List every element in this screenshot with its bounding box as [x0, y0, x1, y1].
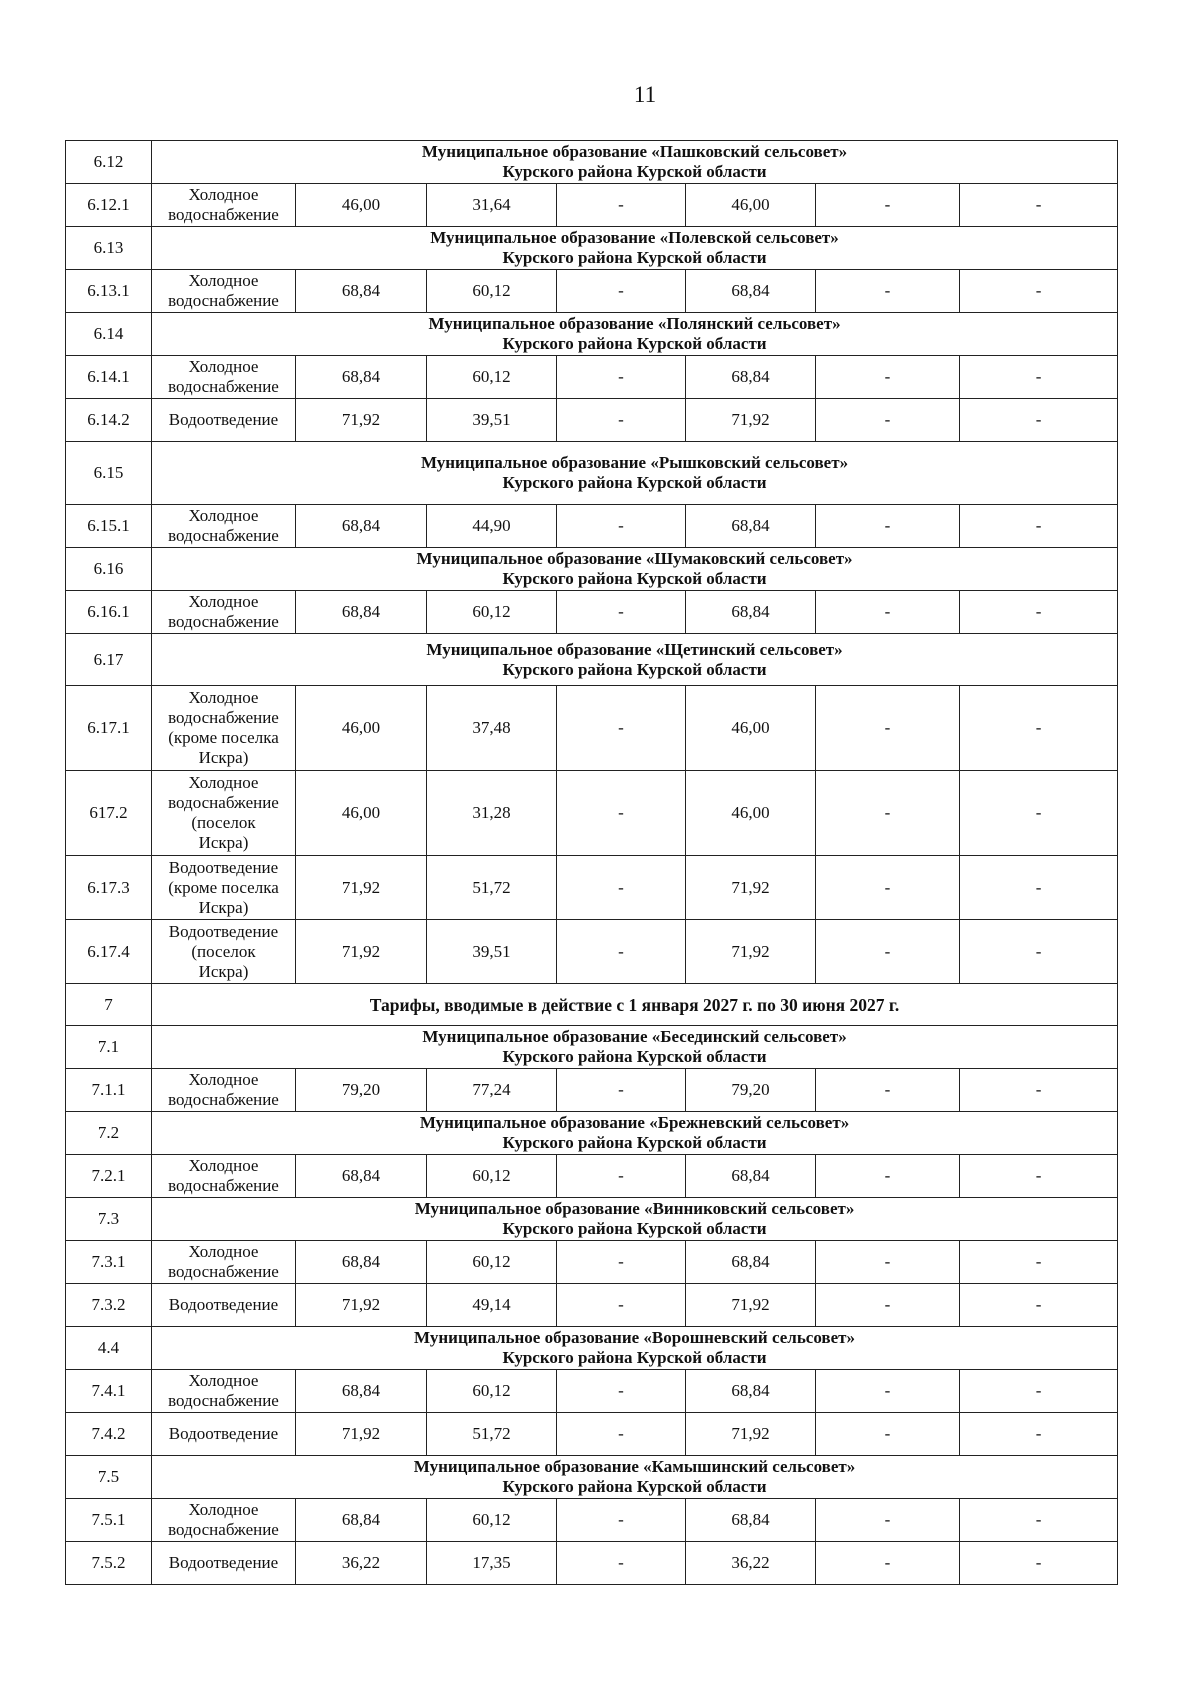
service-name-line: Холодное	[188, 1156, 259, 1175]
tariff-value: 39,51	[427, 399, 557, 442]
tariff-value: 60,12	[427, 1241, 557, 1284]
section-title-line: Курского района Курской области	[502, 162, 767, 181]
tariff-value: 46,00	[296, 184, 427, 227]
row-code: 7.3.2	[66, 1284, 152, 1327]
table-row	[66, 771, 1118, 856]
tariff-value: 68,84	[296, 270, 427, 313]
tariff-value: -	[960, 1370, 1118, 1413]
section-title	[152, 313, 1118, 356]
table-row	[66, 1069, 1118, 1112]
tariff-value: 68,84	[296, 591, 427, 634]
tariff-value: -	[816, 591, 960, 634]
section-title-line: Муниципальное образование «Ворошневский сельсовет»	[414, 1328, 856, 1347]
tariff-value: 31,28	[427, 771, 557, 856]
tariff-value: 17,35	[427, 1542, 557, 1585]
tariff-value: -	[816, 856, 960, 920]
service-name	[152, 1499, 296, 1542]
tariff-value: 68,84	[296, 1499, 427, 1542]
service-name	[152, 184, 296, 227]
tariff-value: 31,64	[427, 184, 557, 227]
row-code: 7.3.1	[66, 1241, 152, 1284]
service-name	[152, 356, 296, 399]
service-name-line: Холодное	[188, 592, 259, 611]
tariff-value: -	[557, 1284, 686, 1327]
tariff-value: -	[816, 920, 960, 984]
service-name-line: Холодное	[188, 1070, 259, 1089]
tariff-value: -	[960, 270, 1118, 313]
tariff-value: -	[816, 771, 960, 856]
service-name-line: водоснабжение	[168, 793, 279, 812]
tariff-value: -	[557, 1542, 686, 1585]
service-name	[152, 856, 296, 920]
service-name-line: (кроме поселка	[168, 728, 279, 747]
tariff-value: -	[960, 920, 1118, 984]
tariff-value: -	[557, 184, 686, 227]
tariff-value: 39,51	[427, 920, 557, 984]
service-name-line: водоснабжение	[168, 612, 279, 631]
tariff-value: -	[557, 356, 686, 399]
service-name-line: Холодное	[188, 185, 259, 204]
tariff-value: -	[557, 920, 686, 984]
row-code: 6.17.1	[66, 686, 152, 771]
section-title-line: Курского района Курской области	[502, 1348, 767, 1367]
tariff-value: 46,00	[686, 184, 816, 227]
service-name-line: водоснабжение	[168, 526, 279, 545]
tariff-value: 71,92	[686, 856, 816, 920]
row-code: 7.2	[66, 1112, 152, 1155]
service-name	[152, 1284, 296, 1327]
tariff-value: -	[557, 771, 686, 856]
tariff-value: 71,92	[296, 856, 427, 920]
tariff-value: -	[557, 856, 686, 920]
service-name	[152, 920, 296, 984]
row-code: 7.1	[66, 1026, 152, 1069]
tariff-value: 71,92	[296, 920, 427, 984]
service-name-line: Холодное	[188, 506, 259, 525]
service-name-line: Холодное	[188, 1242, 259, 1261]
service-name-line: Водоотведение	[168, 1424, 279, 1443]
section-title-line: Муниципальное образование «Рышковский сельсовет»	[420, 453, 849, 472]
section-row	[66, 634, 1118, 686]
tariff-value: 51,72	[427, 1413, 557, 1456]
row-code: 7	[66, 984, 152, 1026]
tariff-value: -	[816, 1370, 960, 1413]
section-title-line: Курского района Курской области	[502, 1477, 767, 1496]
tariff-value: -	[960, 356, 1118, 399]
tariff-value: -	[960, 1069, 1118, 1112]
service-name	[152, 505, 296, 548]
service-name-line: Водоотведение	[168, 1553, 279, 1572]
tariff-value: 68,84	[296, 1241, 427, 1284]
tariff-value: 71,92	[296, 1413, 427, 1456]
section-title	[152, 548, 1118, 591]
section-title	[152, 227, 1118, 270]
section-title-line: Муниципальное образование «Полянский сельсовет»	[428, 314, 841, 333]
row-code: 6.12	[66, 141, 152, 184]
table-row	[66, 399, 1118, 442]
tariff-value: -	[960, 1413, 1118, 1456]
tariff-value: -	[557, 686, 686, 771]
row-code: 6.15	[66, 442, 152, 505]
section-title-line: Муниципальное образование «Щетинский сельсовет»	[426, 639, 843, 659]
tariff-value: 60,12	[427, 356, 557, 399]
tariff-value: 49,14	[427, 1284, 557, 1327]
service-name	[152, 1413, 296, 1456]
row-code: 7.5	[66, 1456, 152, 1499]
table-row	[66, 920, 1118, 984]
service-name-line: (поселок	[191, 941, 256, 961]
service-name	[152, 1370, 296, 1413]
tariff-value: -	[557, 1241, 686, 1284]
section-title-line: Курского района Курской области	[502, 1047, 767, 1066]
tariff-value: 60,12	[427, 1155, 557, 1198]
tariff-value: -	[557, 270, 686, 313]
section-row	[66, 141, 1118, 184]
row-code: 6.17.4	[66, 920, 152, 984]
table-row	[66, 1542, 1118, 1585]
section-title	[152, 1026, 1118, 1069]
row-code: 6.13.1	[66, 270, 152, 313]
row-code: 7.3	[66, 1198, 152, 1241]
service-name-line: Искра)	[198, 833, 249, 852]
tariff-value: 36,22	[296, 1542, 427, 1585]
service-name	[152, 1155, 296, 1198]
section-title-line: Курского района Курской области	[502, 1219, 767, 1238]
tariff-value: 68,84	[296, 1155, 427, 1198]
row-code: 6.14.2	[66, 399, 152, 442]
tariff-value: 71,92	[686, 1413, 816, 1456]
service-name	[152, 771, 296, 856]
section-title-line: Муниципальное образование «Полевской сельсовет»	[430, 228, 839, 247]
tariff-value: 44,90	[427, 505, 557, 548]
tariff-value: 60,12	[427, 1499, 557, 1542]
table-row	[66, 1241, 1118, 1284]
row-code: 6.16	[66, 548, 152, 591]
row-code: 7.5.1	[66, 1499, 152, 1542]
tariff-value: 71,92	[686, 920, 816, 984]
row-code: 7.2.1	[66, 1155, 152, 1198]
row-code: 6.16.1	[66, 591, 152, 634]
row-code: 7.5.2	[66, 1542, 152, 1585]
tariff-value: 46,00	[296, 686, 427, 771]
tariff-value: -	[557, 591, 686, 634]
service-name-line: водоснабжение	[168, 1391, 279, 1410]
tariff-value: 68,84	[296, 1370, 427, 1413]
tariff-value: -	[960, 399, 1118, 442]
tariff-value: -	[816, 184, 960, 227]
service-name-line: Искра)	[198, 897, 249, 917]
tariff-value: 71,92	[686, 399, 816, 442]
tariff-value: 71,92	[296, 399, 427, 442]
service-name	[152, 686, 296, 771]
row-code: 4.4	[66, 1327, 152, 1370]
row-code: 6.14.1	[66, 356, 152, 399]
tariff-value: -	[557, 1069, 686, 1112]
service-name-line: водоснабжение	[168, 205, 279, 224]
tariff-value: -	[960, 686, 1118, 771]
section-row	[66, 442, 1118, 505]
row-code: 6.15.1	[66, 505, 152, 548]
tariff-table	[65, 140, 1118, 1585]
row-code: 7.4.1	[66, 1370, 152, 1413]
section-row	[66, 984, 1118, 1026]
tariff-value: 46,00	[686, 686, 816, 771]
section-title-line: Курского района Курской области	[502, 248, 767, 267]
row-code: 6.17.3	[66, 856, 152, 920]
service-name-line: водоснабжение	[168, 1090, 279, 1109]
tariff-value: -	[960, 1542, 1118, 1585]
tariff-value: 37,48	[427, 686, 557, 771]
tariff-value: -	[960, 1499, 1118, 1542]
row-code: 6.12.1	[66, 184, 152, 227]
section-title-line: Курского района Курской области	[502, 659, 767, 679]
table-row	[66, 184, 1118, 227]
table-row	[66, 505, 1118, 548]
tariff-value: -	[557, 1413, 686, 1456]
section-row	[66, 548, 1118, 591]
table-row	[66, 686, 1118, 771]
service-name-line: Холодное	[188, 1371, 259, 1390]
tariff-value: -	[557, 1155, 686, 1198]
service-name-line: (кроме поселка	[168, 877, 279, 897]
service-name-line: водоснабжение	[168, 377, 279, 396]
section-row	[66, 1026, 1118, 1069]
service-name	[152, 399, 296, 442]
tariff-value: -	[557, 505, 686, 548]
service-name	[152, 1069, 296, 1112]
section-title	[152, 442, 1118, 505]
section-row	[66, 313, 1118, 356]
tariff-value: -	[960, 505, 1118, 548]
tariff-value: -	[816, 1241, 960, 1284]
tariff-value: -	[816, 356, 960, 399]
tariff-value: -	[816, 1069, 960, 1112]
tariff-value: 46,00	[686, 771, 816, 856]
service-name-line: водоснабжение	[168, 1176, 279, 1195]
service-name-line: Холодное	[188, 271, 259, 290]
service-name-line: (поселок	[191, 813, 256, 832]
tariff-value: 68,84	[686, 591, 816, 634]
tariff-value: 68,84	[686, 1155, 816, 1198]
tariff-value: 68,84	[296, 505, 427, 548]
page-number: 11	[633, 82, 657, 107]
tariff-value: 68,84	[686, 270, 816, 313]
row-code: 6.14	[66, 313, 152, 356]
table-row	[66, 356, 1118, 399]
tariff-value: 68,84	[296, 356, 427, 399]
section-row	[66, 1456, 1118, 1499]
tariff-value: -	[816, 1155, 960, 1198]
row-code: 7.1.1	[66, 1069, 152, 1112]
service-name-line: Искра)	[198, 748, 249, 767]
table-row	[66, 856, 1118, 920]
tariff-value: -	[960, 591, 1118, 634]
row-code: 617.2	[66, 771, 152, 856]
table-row	[66, 1499, 1118, 1542]
tariff-value: 68,84	[686, 1499, 816, 1542]
section-title	[152, 141, 1118, 184]
section-row	[66, 1112, 1118, 1155]
table-row	[66, 1413, 1118, 1456]
section-title	[152, 1327, 1118, 1370]
section-title	[152, 1198, 1118, 1241]
tariff-value: 60,12	[427, 591, 557, 634]
service-name-line: водоснабжение	[168, 1262, 279, 1281]
table-row	[66, 270, 1118, 313]
service-name-line: водоснабжение	[168, 291, 279, 310]
tariff-value: -	[816, 270, 960, 313]
tariff-table-body	[66, 141, 1118, 1585]
service-name-line: водоснабжение	[168, 1520, 279, 1539]
section-title-line: Муниципальное образование «Шумаковский сельсовет»	[416, 549, 853, 568]
service-name	[152, 1241, 296, 1284]
tariff-value: 79,20	[296, 1069, 427, 1112]
tariff-value: -	[816, 1413, 960, 1456]
tariff-value: -	[557, 1499, 686, 1542]
service-name-line: Водоотведение	[168, 857, 279, 877]
tariff-value: 60,12	[427, 1370, 557, 1413]
service-name-line: Искра)	[198, 961, 249, 981]
tariff-value: -	[557, 399, 686, 442]
service-name	[152, 591, 296, 634]
section-title-line: Курского района Курской области	[502, 569, 767, 588]
tariff-value: -	[960, 771, 1118, 856]
tariff-value: -	[816, 686, 960, 771]
section-title-line: Муниципальное образование «Камышинский сельсовет»	[413, 1457, 856, 1476]
service-name	[152, 1542, 296, 1585]
row-code: 6.13	[66, 227, 152, 270]
section-title-line: Муниципальное образование «Бесединский сельсовет»	[422, 1027, 847, 1046]
section-title-line: Тарифы, вводимые в действие с 1 января 2027 г. по 30 июня 2027 г.	[369, 994, 900, 1015]
tariff-value: -	[960, 1155, 1118, 1198]
tariff-value: 77,24	[427, 1069, 557, 1112]
section-title-line: Курского района Курской области	[502, 334, 767, 353]
tariff-value: 68,84	[686, 505, 816, 548]
service-name-line: Холодное	[188, 1500, 259, 1519]
tariff-value: -	[816, 1284, 960, 1327]
section-title-line: Курского района Курской области	[502, 473, 767, 492]
service-name-line: водоснабжение	[168, 708, 279, 727]
section-title-line: Муниципальное образование «Винниковский сельсовет»	[414, 1199, 855, 1218]
tariff-value: -	[960, 1241, 1118, 1284]
service-name-line: Водоотведение	[168, 921, 279, 941]
table-row	[66, 591, 1118, 634]
tariff-value: -	[816, 399, 960, 442]
row-code: 6.17	[66, 634, 152, 686]
section-row	[66, 227, 1118, 270]
tariff-value: -	[960, 1284, 1118, 1327]
section-title	[152, 634, 1118, 686]
section-title	[152, 1112, 1118, 1155]
tariff-value: 71,92	[296, 1284, 427, 1327]
section-title	[152, 984, 1118, 1026]
tariff-value: -	[816, 1499, 960, 1542]
section-row	[66, 1327, 1118, 1370]
service-name	[152, 270, 296, 313]
service-name-line: Холодное	[188, 688, 259, 707]
tariff-value: 68,84	[686, 1241, 816, 1284]
section-row	[66, 1198, 1118, 1241]
section-title-line: Курского района Курской области	[502, 1133, 767, 1152]
tariff-value: 79,20	[686, 1069, 816, 1112]
service-name-line: Холодное	[188, 357, 259, 376]
tariff-value: -	[960, 184, 1118, 227]
tariff-value: -	[557, 1370, 686, 1413]
tariff-value: 71,92	[686, 1284, 816, 1327]
table-row	[66, 1284, 1118, 1327]
section-title	[152, 1456, 1118, 1499]
row-code: 7.4.2	[66, 1413, 152, 1456]
tariff-value: 51,72	[427, 856, 557, 920]
tariff-value: -	[960, 856, 1118, 920]
section-title-line: Муниципальное образование «Брежневский сельсовет»	[419, 1113, 850, 1132]
tariff-value: 60,12	[427, 270, 557, 313]
tariff-value: 46,00	[296, 771, 427, 856]
service-name-line: Водоотведение	[168, 1295, 279, 1314]
service-name-line: Холодное	[188, 773, 259, 792]
tariff-value: 68,84	[686, 356, 816, 399]
tariff-value: -	[816, 1542, 960, 1585]
tariff-value: 36,22	[686, 1542, 816, 1585]
tariff-value: -	[816, 505, 960, 548]
tariff-value: 68,84	[686, 1370, 816, 1413]
section-title-line: Муниципальное образование «Пашковский сельсовет»	[421, 142, 848, 161]
table-row	[66, 1370, 1118, 1413]
service-name-line: Водоотведение	[168, 410, 279, 429]
table-row	[66, 1155, 1118, 1198]
